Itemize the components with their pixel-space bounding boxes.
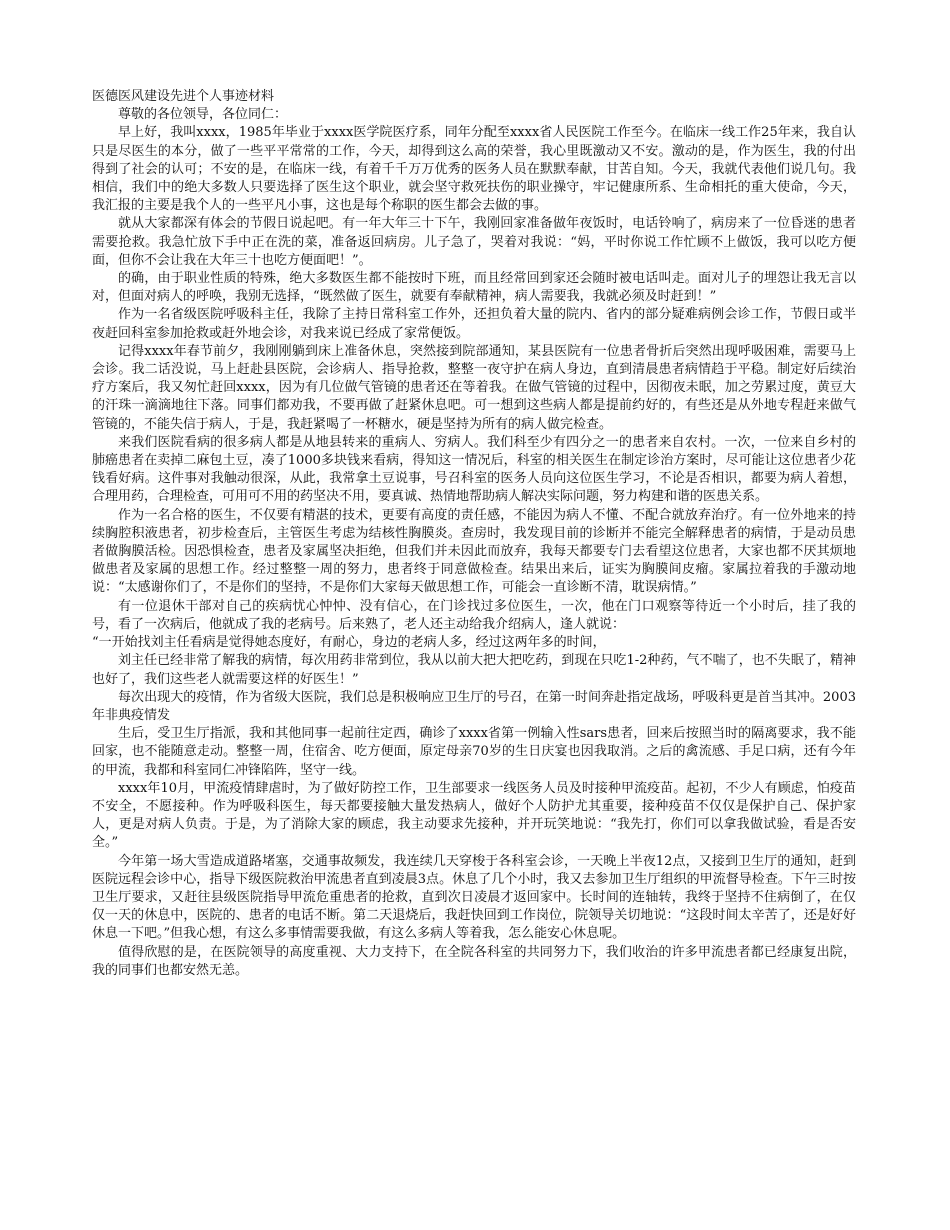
paragraph-department-head: 作为一名省级医院呼吸科主任，我除了主持日常科室工作外，还担负着大量的院内、省内的部分疑难病例会诊工作，节假日或半夜赶回科室参加抢救或赶外地会诊，对我来说已经成了家常便饭。 [92, 307, 856, 341]
paragraph-epidemic: 每次出现大的疫情，作为省级大医院，我们总是积极响应卫生厅的号召，在第一时间奔赴指定战场，呼吸科更是首当其冲。2003年非典疫情发 [92, 689, 856, 723]
paragraph-patient-quote-continued: 刘主任已经非常了解我的病情，每次用药非常到位，我从以前大把大把吃药，到现在只吃1-2种药，气不喘了，也不失眠了，精神也好了，我们这些老人就需要这样的好医生！” [92, 653, 856, 687]
paragraph-retired-cadre: 有一位退休干部对自己的疾病忧心忡忡、没有信心，在门诊找过多位医生，一次，他在门口观察等待近一个小时后，挂了我的号，看了一次病后，他就成了我的老病号。后来熟了，老人还主动给我介绍病人，逢人就说： [92, 598, 856, 632]
paragraph-conclusion: 值得欣慰的是，在医院领导的高度重视、大力支持下，在全院各科室的共同努力下，我们收治的许多甲流患者都已经康复出院，我的同事们也都安然无恙。 [92, 944, 856, 978]
paragraph-sars: 生后，受卫生厅指派，我和其他同事一起前往定西，确诊了xxxx省第一例输入性sars患者，回来后按照当时的隔离要求，我不能回家，也不能随意走动。整整一周，住宿舍、吃方便面，原定母亲70岁的生日庆宴也因我取消。之后的禽流感、手足口病，还有今年的甲流，我都和科室同仁冲锋陷阵，坚守一线。 [92, 726, 856, 778]
paragraph-snowstorm: 今年第一场大雪造成道路堵塞，交通事故频发，我连续几天穿梭于各科室会诊，一天晚上半夜12点，又接到卫生厅的通知，赶到医院远程会诊中心，指导下级医院救治甲流患者直到凌晨3点。休息了几个小时，我又去参加卫生厅组织的甲流督导检查。下午三时按卫生厅要求，又赶往县级医院指导甲流危重患者的抢救，直到次日凌晨才返回家中。长时间的连轴转，我终于坚持不住病倒了，在仅仅一天的休息中，医院的、患者的电话不断。第二天退烧后，我赶快回到工作岗位，院领导关切地说：“这段时间太辛苦了，还是好好休息一下吧。”但我心想，有这么多事情需要我做，有这么多病人等着我，怎么能安心休息呢。 [92, 853, 856, 942]
paragraph-responsibility: 作为一名合格的医生，不仅要有精湛的技术，更要有高度的责任感，不能因为病人不懂、不配合就放弃治疗。有一位外地来的持续胸腔积液患者，初步检查后，主管医生考虑为结核性胸膜炎。查房时，我发现目前的诊断并不能完全解释患者的病情，于是动员患者做胸膜活检。因恐惧检查，患者及家属坚决拒绝，但我们并未因此而放弃，我每天都要专门去看望这位患者，大家也都不厌其烦地做患者及家属的思想工作。经过整整一周的努力，患者终于同意做检查。结果出来后，证实为胸膜间皮瘤。家属拉着我的手激动地说：“太感谢你们了，不是你们的坚持，不是你们大家每天做思想工作，可能会一直诊断不清，耽误病情。” [92, 507, 856, 596]
salutation: 尊敬的各位领导，各位同仁： [118, 107, 288, 123]
paragraph-vaccine: xxxx年10月，甲流疫情肆虐时，为了做好防控工作，卫生部要求一线医务人员及时接种甲流疫苗。起初，不少人有顾虑，怕疫苗不安全，不愿接种。作为呼吸科医生，每天都要接触大量发热病人，做好个人防护尤其重要，接种疫苗不仅仅是保护自己、保护家人，更是对病人负责。于是，为了消除大家的顾虑，我主动要求先接种，并开玩笑地说：“我先打，你们可以拿我做试验，看是否安全。” [92, 780, 856, 851]
paragraph-holiday: 就从大家都深有体会的节假日说起吧。有一年大年三十下午，我刚回家准备做年夜饭时，电话铃响了，病房来了一位昏迷的患者需要抢救。我急忙放下手中正在洗的菜，准备返回病房。儿子急了，哭着对我说：“妈，平时你说工作忙顾不上做饭，我可以吃方便面，但你不会让我在大年三十也吃方便面吧！”。 [92, 216, 856, 268]
paragraph-rural-patients: 来我们医院看病的很多病人都是从地县转来的重病人、穷病人。我们科至少有四分之一的患者来自农村。一次，一位来自乡村的肺癌患者在卖掉二麻包土豆，凑了1000多块钱来看病，得知这一情况后，科室的相关医生在制定诊治方案时，尽可能让这位患者少花钱看好病。这件事对我触动很深，从此，我常拿土豆说事，号召科室的医务人员向这位医生学习，不论是否相识，都要为病人着想，合理用药，合理检查，可用可不用的药坚决不用，要真诚、热情地帮助病人解决实际问题，努力构建和谐的医患关系。 [92, 434, 856, 505]
document-title: 医德医风建设先进个人事迹材料 [92, 89, 275, 104]
paragraph-introduction: 早上好，我叫xxxx，1985年毕业于xxxx医学院医疗系，同年分配至xxxx省人民医院工作至今。在临床一线工作25年来，我自认只是尽医生的本分，做了一些平平常常的工作，今天，却得到这么高的荣誉，我心里既激动又不安。激动的是，作为医生，我的付出得到了社会的认可；不安的是，在临床一线，有着千千万万优秀的医务人员在默默奉献，甘苦自知。今天，我就代表他们说几句。我相信，我们中的绝大多数人只要选择了医生这个职业，就会坚守救死扶伤的职业操守，牢记健康所系、生命相托的重大使命，今天，我汇报的主要是我个人的一些平凡小事，这也是每个称职的医生都会去做的事。 [92, 125, 856, 214]
paragraph-patient-quote: “一开始找刘主任看病是觉得她态度好，有耐心，身边的老病人多，经过这两年多的时间， [92, 635, 606, 651]
document-page [92, 88, 856, 980]
paragraph-spring-festival: 记得xxxx年春节前夕，我刚刚躺到床上准备休息，突然接到院部通知，某县医院有一位患者骨折后突然出现呼吸困难，需要马上会诊。我二话没说，马上赶赴县医院，会诊病人、指导抢救，整整一夜守护在病人身边，直到清晨患者病情趋于平稳。制定好后续治疗方案后，我又匆忙赶回xxxx，因为有几位做气管镜的患者还在等着我。在做气管镜的过程中，因彻夜未眠，加之劳累过度，黄豆大的汗珠一滴滴地往下落。同事们都劝我，不要再做了赶紧休息吧。可一想到这些病人都是提前约好的，有些还是从外地专程赶来做气管镜的，不能失信于病人，于是，我赶紧喝了一杯糖水，硬是坚持为所有的病人做完检查。 [92, 343, 856, 432]
paragraph-dedication: 的确，由于职业性质的特殊，绝大多数医生都不能按时下班，而且经常回到家还会随时被电话叫走。面对儿子的埋怨让我无言以对，但面对病人的呼唤，我别无选择，“既然做了医生，就要有奉献精神，病人需要我，我就必须及时赶到！” [92, 271, 856, 305]
